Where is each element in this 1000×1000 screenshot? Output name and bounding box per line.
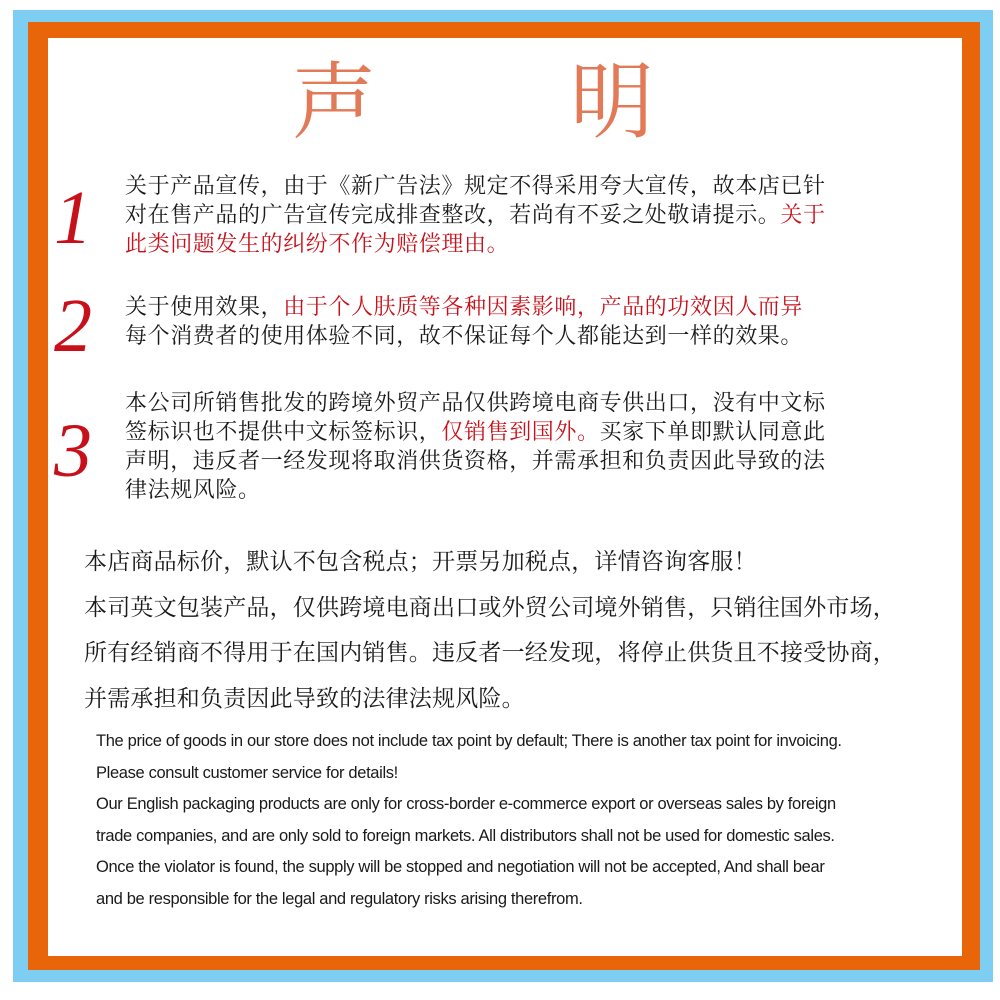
notice-line: 所有经销商不得用于在国内销售。违反者一经发现，将停止供货且不接受协商，	[84, 640, 896, 667]
line-text: 签标识也不提供中文标签标识，	[125, 420, 442, 445]
section-number-2: 2	[54, 284, 92, 368]
line	[125, 418, 945, 447]
line-text: 每个消费者的使用体验不同，故不保证每个人都能达到一样的效果。	[125, 324, 804, 349]
english-notice	[96, 726, 966, 916]
title-char-2: 明	[570, 53, 655, 151]
section-1-text	[125, 172, 945, 259]
line	[125, 201, 945, 230]
line	[125, 476, 945, 505]
line	[125, 447, 945, 476]
notice-line: Please consult customer service for details!	[96, 763, 398, 782]
line-text: 关于使用效果，	[125, 295, 284, 320]
notice-line: Once the violator is found, the supply will be stopped and negotiation will not be accepted, And shall bear	[96, 858, 825, 877]
notice-line: 并需承担和负责因此导致的法律法规风险。	[84, 686, 525, 713]
notice-line: trade companies, and are only sold to foreign markets. All distributors shall not be used for domestic sales.	[96, 826, 835, 845]
line-text: 对在售产品的广告宣传完成排查整改，若尚有不妥之处敬请提示。	[125, 203, 781, 228]
line-text: 买家下单即默认同意此	[599, 420, 826, 445]
line-text: 声明，违反者一经发现将取消供货资格，并需承担和负责因此导致的法	[125, 449, 826, 474]
title-char-1: 声	[292, 53, 377, 151]
line-text: 本公司所销售批发的跨境外贸产品仅供跨境电商专供出口，没有中文标	[125, 391, 826, 416]
section-number-3: 3	[54, 409, 92, 493]
chinese-notice	[84, 540, 964, 723]
highlight-text: 仅销售到国外。	[441, 420, 600, 445]
line	[125, 389, 945, 418]
section-number-1: 1	[54, 176, 92, 260]
line	[125, 293, 945, 322]
line	[125, 172, 945, 201]
notice-line: The price of goods in our store does not include tax point by default; There is another tax point for invoicing.	[96, 732, 842, 750]
section-3-text	[125, 389, 945, 505]
line	[125, 230, 945, 259]
highlight-text: 由于个人肤质等各种因素影响，产品的功效因人而异	[283, 295, 804, 320]
line-text: 关于产品宣传，由于《新广告法》规定不得采用夸大宣传，故本店已针	[125, 174, 826, 199]
line-text: 律法规风险。	[125, 478, 261, 503]
notice-line: Our English packaging products are only for cross-border e-commerce export or overseas sales by foreign	[96, 795, 836, 814]
notice-line: and be responsible for the legal and regulatory risks arising therefrom.	[96, 889, 583, 908]
line	[125, 322, 945, 351]
notice-line: 本司英文包装产品，仅供跨境电商出口或外贸公司境外销售，只销往国外市场，	[84, 594, 896, 621]
notice-line: 本店商品标价，默认不包含税点；开票另加税点，详情咨询客服！	[84, 549, 757, 575]
highlight-text: 此类问题发生的纠纷不作为赔偿理由。	[125, 232, 510, 257]
section-2-text	[125, 293, 945, 351]
highlight-text: 关于	[780, 203, 826, 228]
